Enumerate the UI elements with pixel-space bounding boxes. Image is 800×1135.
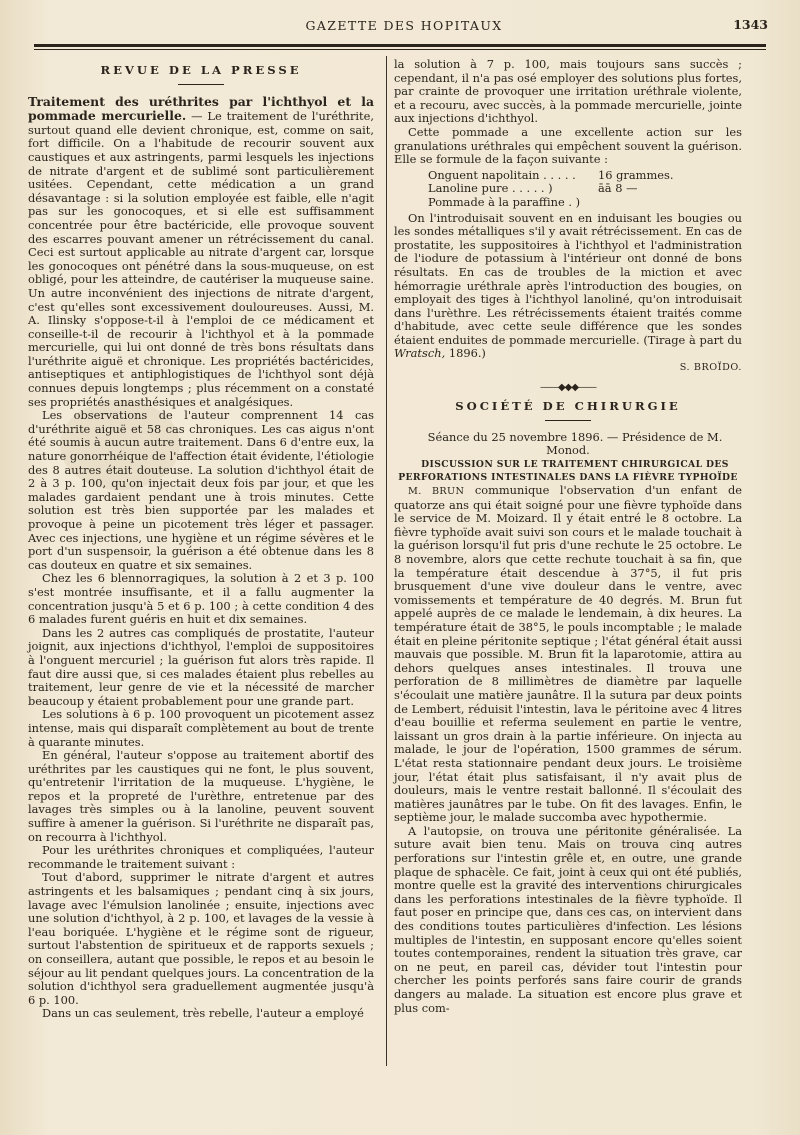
discussion-title: DISCUSSION SUR LE TRAITEMENT CHIRURGICAL DES PERFORATIONS INTESTINALES DANS LA FIÈVRE TYPHOÏDE	[398, 459, 738, 484]
formula-quantity: āā 8 —	[598, 181, 638, 196]
discussion-paragraph-1	[394, 484, 742, 825]
article-paragraph-1	[28, 95, 374, 410]
discussion-paragraph-2: A l'autopsie, on trouva une péritonite généralisée. La suture avait bien tenu. Mais on trouva cinq autres perforations sur l'intestin grêle et, en outre, une grande plaque de sphacèle. Ce fait, joint à ceux qui ont été publiés, montre quelle est la gravité des interventions chirurgicales dans les perforations intestinales de la fièvre typhoïde. Il faut poser en principe que, dans ces cas, on intervient dans des conditions toutes particulières d'infection. Les lésions multiples de l'intestin, en supposant encore qu'elles soient toutes contemporaines, rendent la situation très grave, car on ne peut, en pareil cas, dévider tout l'intestin pour chercher les points perforés sans faire courir de grands dangers au malade. La situation est encore plus grave et plus com-	[394, 823, 742, 1015]
formula-ingredient: Lanoline pure . . . . . )	[428, 181, 553, 196]
article-paragraph-5: Les solutions à 6 p. 100 provoquent un picotement assez intense, mais qui disparaît complètement au bout de trente à quarante minutes.	[28, 707, 374, 749]
formula-ingredient: Pommade à la paraffine . )	[428, 194, 581, 209]
section-rule	[545, 420, 591, 421]
seance-line: Séance du 25 novembre 1896. — Présidence de M. Monod.	[427, 429, 723, 458]
article-title: Traitement des uréthrites par l'ichthyol et la pommade mercurielle.	[28, 93, 374, 124]
article-paragraph-7: Pour les uréthrites chroniques et compliquées, l'auteur recommande le traitement suivant :	[28, 843, 374, 871]
section-rule	[178, 84, 224, 85]
source-title: Wratsch,	[394, 346, 446, 361]
header-rule-thick	[34, 44, 766, 47]
article-paragraph-4: Dans les 2 autres cas compliqués de prostatite, l'auteur joignit, aux injections d'ichthyol, l'emploi de suppositoires à l'onguent mercuriel ; la guérison fut alors très rapide. Il faut dire aussi que, si ces malades étaient plus rebelles au traitement, leur genre de vie et la nécessité de marcher beaucoup y étaient probablement pour une grande part.	[28, 625, 374, 708]
column-divider	[386, 56, 387, 1066]
formula-row	[428, 182, 742, 196]
article-paragraph-3: Chez les 6 blennorragiques, la solution à 2 et 3 p. 100 s'est montrée insuffisante, et il a fallu augmenter la concentration jusqu'à 5 et 6 p. 100 ; à cette condition 4 des 6 malades furent guéris en huit et dix semaines.	[28, 571, 374, 627]
article-paragraph-6: En général, l'auteur s'oppose au traitement abortif des uréthrites par les caustiques qui ne font, le plus souvent, qu'entretenir l'irritation de la muqueuse. L'hygiène, le repos et la propreté de l'urèthre, entretenue par des lavages très simples ou à la lanoline, peuvent souvent suffire à amener la guérison. Si l'uréthrite ne disparaît pas, on recourra à l'ichthyol.	[28, 748, 374, 844]
journal-title: GAZETTE DES HOPITAUX	[305, 18, 503, 33]
continued-paragraph-3	[394, 212, 742, 362]
formula-ingredient: Onguent napolitain . . . . .	[428, 167, 576, 182]
page-header	[40, 16, 768, 38]
prescription-formula	[428, 169, 742, 210]
ornament-divider: ——◆◆◆——	[539, 381, 597, 393]
article-paragraph-9: Dans un cas seulement, très rebelle, l'auteur a employé	[42, 1006, 364, 1021]
right-column	[394, 58, 742, 1015]
formula-row	[428, 196, 742, 210]
continued-paragraph-2: Cette pommade a une excellente action sur les granulations uréthrales qui empêchent souvent la guérison. Elle se formule de la façon suivante :	[394, 124, 742, 167]
formula-quantity	[598, 196, 718, 210]
paragraph-3-text: On l'introduisait souvent en en induisant les bougies ou les sondes métalliques s'il y avait rétrécissement. En cas de prostatite, les suppositoires à l'ichthyol et l'administration de l'iodure de potassium à l'intérieur ont donné de bons résultats. En cas de troubles de la miction et avec hémorragie uréthrale après l'introduction des bougies, on employait des tiges à l'ichthyol lanoliné, qu'on introduisait dans l'urèthre. Les rétrécissements étaient traités comme d'habitude, avec cette seule différence que les sondes étaient enduites de pommade mercurielle. (Tirage à part du	[394, 210, 742, 347]
left-column	[28, 58, 374, 1021]
page-number: 1343	[733, 17, 768, 32]
discussion-text-1: communique l'observation d'un enfant de quatorze ans qui était soigné pour une fièvre typhoïde dans le service de M. Moizard. Il y était entré le 8 octobre. La fièvre typhoïde avait suivi son cours et le malade touchait à la guérison lorsqu'il fut pris d'une rechute le 25 octobre. Le 8 novembre, alors que cette rechute touchait à sa fin, que la température était descendue à 37°5, il fut pris brusquement d'une vive douleur dans le ventre, avec vomissements et température de 40 degrés. M. Brun fut appelé auprès de ce malade le lendemain, à dix heures. La température était de 38°5, le pouls incomptable ; le malade était en pleine péritonite septique ; l'état général était aussi mauvais que possible. M. Brun fit la laparotomie, attira au dehors quelques anses intestinales. Il trouva une perforation de 8 millimètres de diamètre par laquelle s'écoulait une matière jaunâtre. Il la sutura par deux points de Lembert, réduisit l'intestin, lava le péritoine avec 4 litres d'eau bouillie et referma seulement en partie le ventre, laissant un gros drain à la partie inférieure. On injecta au malade, le jour de l'opération, 1500 grammes de sérum. L'état resta stationnaire pendant deux jours. Le troisième jour, l'état était plus satisfaisant, il n'y avait plus de douleurs, mais le ventre restait ballonné. Il s'écoulait des matières jaunâtres par le tube. On fit des lavages. Enfin, le septième jour, le malade succomba avec hypothermie.	[394, 483, 742, 825]
section-title-revue: REVUE DE LA PRESSE	[100, 63, 302, 77]
article-paragraph-8: Tout d'abord, supprimer le nitrate d'argent et autres astringents et les balsamiques ; pendant cinq à six jours, lavage avec l'émulsion lanolinée ; ensuite, injections avec une solution d'ichthyol, à 2 p. 100, et lavages de la vessie à l'eau boriquée. L'hygiène et le régime sont de rigueur, surtout l'abstention de spiritueux et de rapports sexuels ; on conseillera, autant que possible, le repos et au besoin le séjour au lit pendant quelques jours. La concentration de la solution d'ichthyol sera graduellement augmentée jusqu'à 6 p. 100.	[28, 870, 374, 1007]
formula-quantity: 16 grammes.	[598, 167, 674, 182]
author-signature: S. BROÏDO.	[679, 362, 742, 374]
article-paragraph-2: Les observations de l'auteur comprennent 14 cas d'uréthrite aiguë et 58 cas chroniques. Les cas aigus n'ont été soumis à aucun autre traitement. Dans 6 d'entre eux, la nature gonorrhéique de l'affection était évidente, l'étiologie des 8 autres était douteuse. La solution d'ichthyol était de 2 à 3 p. 100, qu'on injectait deux fois par jour, et que les malades gardaient pendant une à trois minutes. Cette solution est très bien supportée par les malades et provoque à peine un picotement très léger et passager. Avec ces injections, une hygiène et un régime sévères et le port d'un suspensoir, la guérison a été obtenue dans les 8 cas douteux en quatre et six semaines.	[28, 408, 374, 572]
section-title-societe: SOCIÉTÉ DE CHIRURGIE	[455, 399, 681, 414]
source-year: 1896.)	[448, 346, 486, 361]
formula-row	[428, 169, 742, 183]
speaker-name: M. BRUN	[408, 486, 465, 498]
continued-paragraph-1: la solution à 7 p. 100, mais toujours sans succès ; cependant, il n'a pas osé employer des solutions plus fortes, par crainte de provoquer une irritation uréthrale violente, et a recouru, avec succès, à la pommade mercurielle, jointe aux injections d'ichthyol.	[394, 57, 742, 126]
header-rule-thin	[34, 49, 766, 50]
article-text-1: — Le traitement de l'uréthrite, surtout quand elle devient chronique, est, comme on sait, fort difficile. On a l'habitude de recourir souvent aux caustiques et aux astringents, parmi lesquels les injections de nitrate d'argent et de sublimé sont particulièrement usitées. Cependant, cette médication a un grand désavantage : si la solution employée est faible, elle n'agit pas sur les gonocoques, et si elle est suffisamment concentrée pour être bactéricide, elle provoque souvent des escarres pouvant amener un rétrécissement du canal. Ceci est surtout applicable au nitrate d'argent car, lorsque les gonocoques ont pénétré dans la sous-muqueuse, on est obligé, pour les atteindre, de cautériser la muqueuse saine. Un autre inconvénient des injections de nitrate d'argent, c'est qu'elles sont excessivement douloureuses. Aussi, M. A. Ilinsky s'oppose-t-il à l'emploi de ce médicament et conseille-t-il de recourir à l'ichthyol et à la pommade mercurielle, qui lui ont donné de très bons résultats dans l'uréthrite aiguë et chronique. Les propriétés bactéricides, antiseptiques et antiphlogistiques de l'ichthyol sont déjà connues depuis longtemps ; plus récemment on a constaté ses propriétés anasthésiques et analgésiques.	[28, 109, 375, 409]
